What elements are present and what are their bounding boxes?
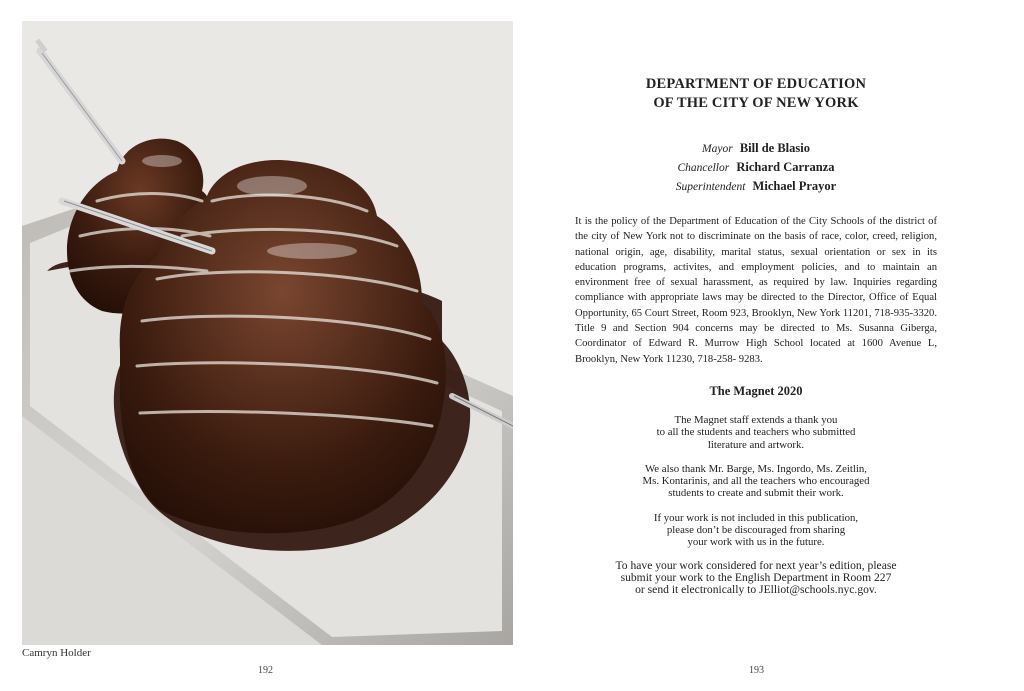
official-superintendent bbox=[575, 177, 937, 196]
text-line: to all the students and teachers who submitted bbox=[656, 426, 856, 439]
acknowledgement-paragraph bbox=[575, 512, 937, 549]
official-name: Bill de Blasio bbox=[739, 141, 810, 155]
text-line: students to create and submit their work. bbox=[668, 487, 844, 500]
text-line: To have your work considered for next year’s edition, please bbox=[615, 558, 897, 572]
artwork-photo bbox=[22, 21, 513, 645]
official-role: Chancellor bbox=[677, 162, 730, 174]
officials-list bbox=[575, 139, 937, 196]
text-line: Ms. Kontarinis, and all the teachers who encouraged bbox=[642, 475, 870, 488]
text-line: literature and artwork. bbox=[707, 438, 805, 451]
official-mayor bbox=[575, 139, 937, 158]
text-line: If your work is not included in this publication, bbox=[653, 511, 859, 524]
page-number-left: 192 bbox=[258, 665, 273, 676]
non-discrimination-policy: It is the policy of the Department of Education of the City Schools of the district of the city of New York not to discriminate on the basis of race, color, creed, religion, national origin, age, disability, marital status, sexual orientation or sex in its education programs, activites, and employment policies, and to maintain an environment free of sexual harassment, as required by law. Inquiries regarding compliance with appropriate laws may be directed to the Director, Office of Equal Opportunity, 65 Court Street, Room 923, Brooklyn, New York 11201, 718-935-3320. Title 9 and Section 904 concerns may be directed to Ms. Susanna Giberga, Coordinator of Edward R. Murrow High School located at 1600 Avenue L, Brooklyn, New York 11230, 718-258- 9283. bbox=[575, 216, 937, 365]
photo-caption: Camryn Holder bbox=[22, 647, 91, 659]
text-line: or send it electronically to JElliot@schools.nyc.gov. bbox=[635, 583, 877, 597]
acknowledgement-paragraph bbox=[575, 414, 937, 451]
department-title-line: OF THE CITY OF NEW YORK bbox=[653, 95, 859, 111]
text-line: your work with us in the future. bbox=[687, 536, 825, 549]
acknowledgements bbox=[575, 414, 937, 549]
page-number-right: 193 bbox=[749, 665, 764, 676]
text-line: We also thank Mr. Barge, Ms. Ingordo, Ms. Zeitlin, bbox=[644, 462, 868, 475]
chocolate-cake-syringe-artwork bbox=[22, 21, 513, 645]
department-title-line: DEPARTMENT OF EDUCATION bbox=[645, 76, 867, 92]
text-line: submit your work to the English Department in Room 227 bbox=[620, 570, 892, 584]
official-role: Superintendent bbox=[675, 181, 746, 193]
department-title bbox=[575, 75, 937, 113]
acknowledgement-paragraph bbox=[575, 463, 937, 500]
text-line: please don’t be discouraged from sharing bbox=[666, 524, 846, 537]
official-chancellor bbox=[575, 158, 937, 177]
official-name: Michael Prayor bbox=[752, 179, 837, 193]
submission-info bbox=[575, 560, 937, 597]
official-name: Richard Carranza bbox=[736, 160, 835, 174]
right-page-content bbox=[575, 75, 937, 597]
text-line: The Magnet staff extends a thank you bbox=[674, 413, 838, 426]
magnet-title: The Magnet 2020 bbox=[709, 383, 803, 398]
official-role: Mayor bbox=[702, 143, 733, 155]
